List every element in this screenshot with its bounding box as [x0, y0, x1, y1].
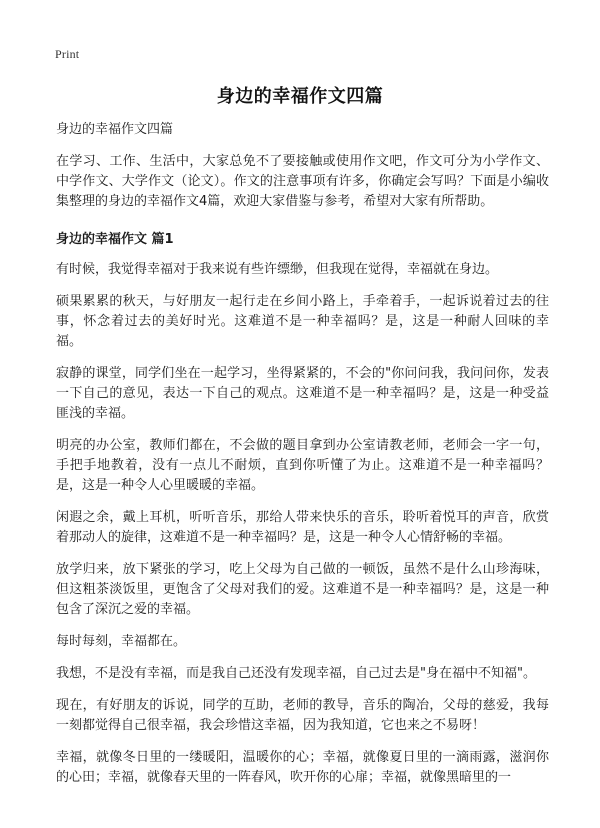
paragraph: 闲遐之余，戴上耳机，听听音乐，那给人带来快乐的音乐，聆听着悦耳的声音，欣赏着那动人的旋律，这难道不是一种幸福吗？是，这是一种令人心情舒畅的幸福。: [56, 510, 549, 545]
paragraph: 寂静的课堂，同学们坐在一起学习，坐得紧紧的，不会的"你问问我，我问问你，发表一下自己的意见，表达一下自己的观点。这难道不是一种幸福吗？是，这是一种受益匪浅的幸福。: [56, 366, 549, 421]
paragraph: 每时每刻，幸福都在。: [56, 634, 187, 649]
page-title: 身边的幸福作文四篇: [216, 86, 384, 107]
paragraph: 现在，有好朋友的诉说，同学的互助，老师的教导，音乐的陶冶，父母的慈爱，我每一刻都觉得自己很幸福，我会珍惜这幸福，因为我知道，它也来之不易呀！: [56, 698, 549, 733]
document-body: [56, 120, 549, 800]
intro-paragraph: 在学习、工作、生活中，大家总免不了要接触或使用作文吧，作文可分为小学作文、中学作文、大学作文（论文）。作文的注意事项有许多，你确定会写吗？下面是小编收集整理的身边的幸福作文4篇，欢迎大家借鉴与参考，希望对大家有所帮助。: [56, 154, 549, 209]
paragraph: 明亮的办公室，教师们都在，不会做的题目拿到办公室请教老师，老师会一字一句，手把手地教着，没有一点儿不耐烦，直到你听懂了为止。这难道不是一种幸福吗？是，这是一种令人心里暖暖的幸福。: [56, 438, 549, 493]
paragraph: 硕果累累的秋天，与好朋友一起行走在乡间小路上，手牵着手，一起诉说着过去的往事，怀念着过去的美好时光。这难道不是一种幸福吗？是，这是一种耐人回味的幸福。: [56, 294, 549, 349]
paragraph: 放学归来，放下紧张的学习，吃上父母为自己做的一顿饭，虽然不是什么山珍海味，但这粗茶淡饭里，更饱含了父母对我们的爱。这难道不是一种幸福吗？是，这是一种包含了深沉之爱的幸福。: [56, 562, 549, 617]
paragraph: 有时候，我觉得幸福对于我来说有些许缥缈，但我现在觉得，幸福就在身边。: [56, 262, 499, 277]
section-heading: 身边的幸福作文 篇1: [56, 232, 174, 247]
print-label: Print: [55, 47, 80, 61]
paragraph: 幸福，就像冬日里的一缕暖阳，温暖你的心；幸福，就像夏日里的一滴雨露，滋润你的心田；幸福，就像春天里的一阵春风，吹开你的心扉；幸福，就像黑暗里的一: [56, 750, 549, 785]
paragraph: 我想，不是没有幸福，而是我自己还没有发现幸福，自己过去是"身在福中不知福"。: [56, 666, 536, 681]
document-subtitle: 身边的幸福作文四篇: [56, 122, 174, 137]
